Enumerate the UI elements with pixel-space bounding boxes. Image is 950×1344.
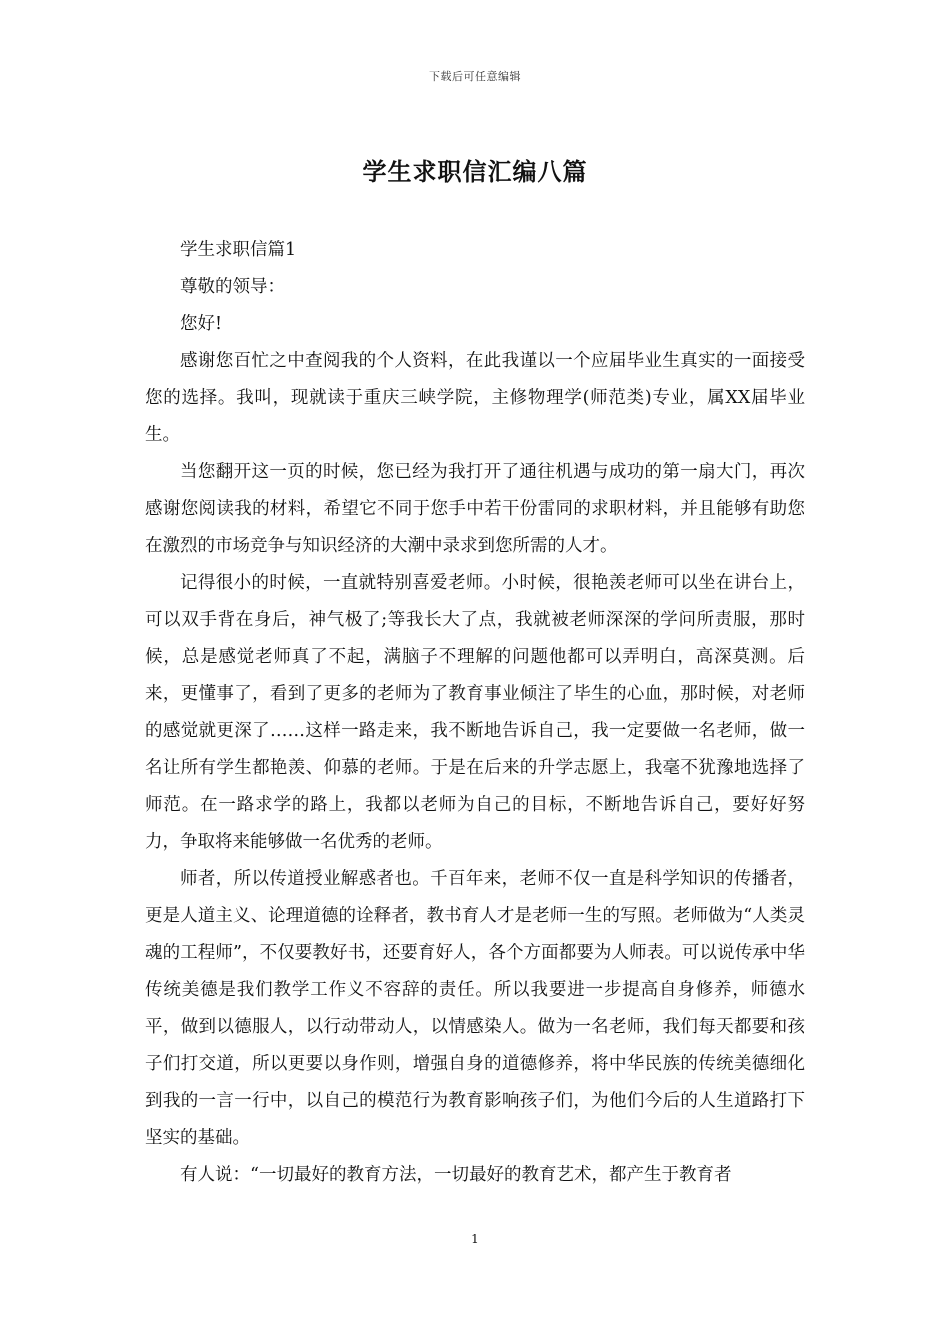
document-title: 学生求职信汇编八篇 xyxy=(362,157,588,186)
paragraph: 有人说：“一切最好的教育方法，一切最好的教育艺术，都产生于教育者 xyxy=(180,1165,732,1185)
document-body xyxy=(145,232,805,1194)
header-note: 下载后可任意编辑 xyxy=(429,70,521,83)
paragraph: 感谢您百忙之中查阅我的个人资料，在此我谨以一个应届毕业生真实的一面接受您的选择。我叫，现就读于重庆三峡学院，主修物理学(师范类)专业，属XX届毕业生。 xyxy=(145,351,805,445)
greeting: 您好! xyxy=(180,314,223,334)
paragraph: 记得很小的时候，一直就特别喜爱老师。小时候，很艳羡老师可以坐在讲台上，可以双手背在身后，神气极了;等我长大了点，我就被老师深深的学问所责服，那时候，总是感觉老师真了不起，满脑子不理解的问题他都可以弄明白，高深莫测。后来，更懂事了，看到了更多的老师为了教育事业倾注了毕生的心血，那时候，对老师的感觉就更深了……这样一路走来，我不断地告诉自己，我一定要做一名老师，做一名让所有学生都艳羡、仰慕的老师。于是在后来的升学志愿上，我毫不犹豫地选择了师范。在一路求学的路上，我都以老师为自己的目标，不断地告诉自己，要好好努力，争取将来能够做一名优秀的老师。 xyxy=(145,573,805,852)
paragraph: 当您翻开这一页的时候，您已经为我打开了通往机遇与成功的第一扇大门，再次感谢您阅读我的材料，希望它不同于您手中若干份雷同的求职材料，并且能够有助您在激烈的市场竞争与知识经济的大潮中录求到您所需的人才。 xyxy=(145,462,805,556)
page-number: 1 xyxy=(471,1232,479,1246)
section-heading: 学生求职信篇1 xyxy=(180,240,297,260)
salutation: 尊敬的领导： xyxy=(180,277,285,297)
paragraph: 师者，所以传道授业解惑者也。千百年来，老师不仅一直是科学知识的传播者，更是人道主义、论理道德的诠释者，教书育人才是老师一生的写照。老师做为“人类灵魂的工程师”，不仅要教好书，还要育好人，各个方面都要为人师表。可以说传承中华传统美德是我们教学工作义不容辞的责任。所以我要进一步提高自身修养，师德水平，做到以德服人，以行动带动人，以情感染人。做为一名老师，我们每天都要和孩子们打交道，所以更要以身作则，增强自身的道德修养，将中华民族的传统美德细化到我的一言一行中，以自己的模范行为教育影响孩子们，为他们今后的人生道路打下坚实的基础。 xyxy=(145,869,805,1148)
